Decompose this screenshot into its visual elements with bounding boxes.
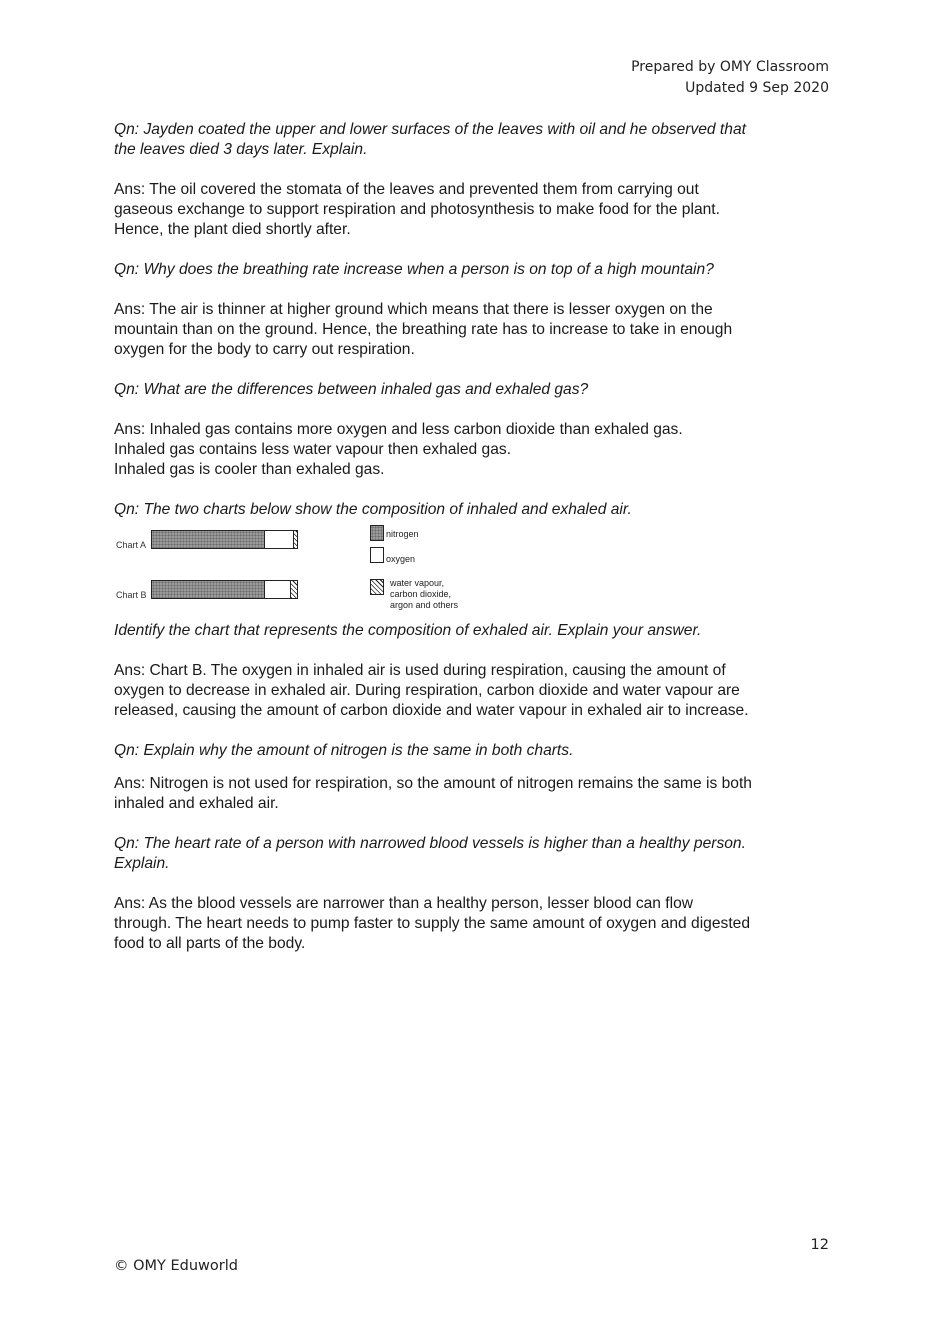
legend-other-gases-swatch [370,579,384,595]
chart-a-oxygen-segment [265,531,294,548]
legend-oxygen-swatch [370,547,384,563]
question-line: Qn: Why does the breathing rate increase when a person is on top of a high mountain? [114,261,714,278]
question-line: Qn: What are the differences between inhaled gas and exhaled gas? [114,381,589,398]
answer-line: oxygen for the body to carry out respiration. [114,341,415,358]
question-3 [114,380,830,400]
question-4b [114,621,830,641]
answer-line: food to all parts of the body. [114,935,306,952]
answer-5 [114,774,830,814]
legend-nitrogen-swatch [370,525,384,541]
answer-line: released, causing the amount of carbon dioxide and water vapour in exhaled air to increase. [114,702,749,719]
chart-a-label: Chart A [116,540,147,550]
question-1 [114,120,830,160]
question-line: Qn: Jayden coated the upper and lower surfaces of the leaves with oil and he observed that [114,121,746,138]
question-line: the leaves died 3 days later. Explain. [114,141,368,158]
header-updated-date: Updated 9 Sep 2020 [685,80,829,96]
answer-1 [114,180,830,240]
answer-line: inhaled and exhaled air. [114,795,279,812]
chart-a-nitrogen-segment [152,531,265,548]
question-line: Qn: Explain why the amount of nitrogen is the same in both charts. [114,742,574,759]
footer-copyright: © OMY Eduworld [114,1258,238,1274]
answer-line: Ans: Inhaled gas contains more oxygen and less carbon dioxide than exhaled gas. [114,421,683,438]
question-line: Identify the chart that represents the composition of exhaled air. Explain your answer. [114,622,702,639]
document-body [114,120,830,954]
answer-line: Hence, the plant died shortly after. [114,221,351,238]
answer-line: Ans: Chart B. The oxygen in inhaled air is used during respiration, causing the amount of [114,662,726,679]
answer-line: Inhaled gas is cooler than exhaled gas. [114,461,385,478]
answer-3 [114,420,830,480]
question-line: Explain. [114,855,170,872]
answer-2 [114,300,830,360]
answer-line: Ans: The air is thinner at higher ground which means that there is lesser oxygen on the [114,301,713,318]
answer-line: Ans: Nitrogen is not used for respiration, so the amount of nitrogen remains the same is both [114,775,752,792]
answer-line: through. The heart needs to pump faster to supply the same amount of oxygen and digested [114,915,751,932]
header-prepared-by: Prepared by OMY Classroom [631,59,829,75]
chart-b-other-gases-segment [291,581,297,598]
chart-b-oxygen-segment [265,581,291,598]
answer-line: mountain than on the ground. Hence, the breathing rate has to increase to take in enough [114,321,733,338]
air-composition-chart [114,525,830,617]
chart-b-nitrogen-segment [152,581,265,598]
answer-line: Inhaled gas contains less water vapour then exhaled gas. [114,441,512,458]
question-6 [114,834,830,874]
answer-4 [114,661,830,721]
question-2 [114,260,830,280]
legend-line: carbon dioxide, [390,589,452,599]
question-line: Qn: The heart rate of a person with narrowed blood vessels is higher than a healthy person. [114,835,746,852]
question-line: Qn: The two charts below show the composition of inhaled and exhaled air. [114,501,632,518]
legend-line: argon and others [390,600,459,610]
legend-other-gases-label [390,578,458,611]
legend-line: water vapour, [390,578,445,588]
answer-line: Ans: As the blood vessels are narrower than a healthy person, lesser blood can flow [114,895,694,912]
question-4 [114,500,830,520]
chart-a-bar [151,530,298,549]
answer-line: oxygen to decrease in exhaled air. During respiration, carbon dioxide and water vapour are [114,682,740,699]
chart-b-bar [151,580,298,599]
legend-nitrogen-label: nitrogen [386,529,419,539]
answer-6 [114,894,830,954]
page-number: 12 [810,1237,829,1253]
answer-line: gaseous exchange to support respiration and photosynthesis to make food for the plant. [114,201,720,218]
answer-line: Ans: The oil covered the stomata of the leaves and prevented them from carrying out [114,181,699,198]
question-5 [114,741,830,761]
page-header [631,57,829,99]
chart-a-other-gases-segment [294,531,297,548]
legend-oxygen-label: oxygen [386,554,416,564]
chart-b-label: Chart B [116,590,147,600]
